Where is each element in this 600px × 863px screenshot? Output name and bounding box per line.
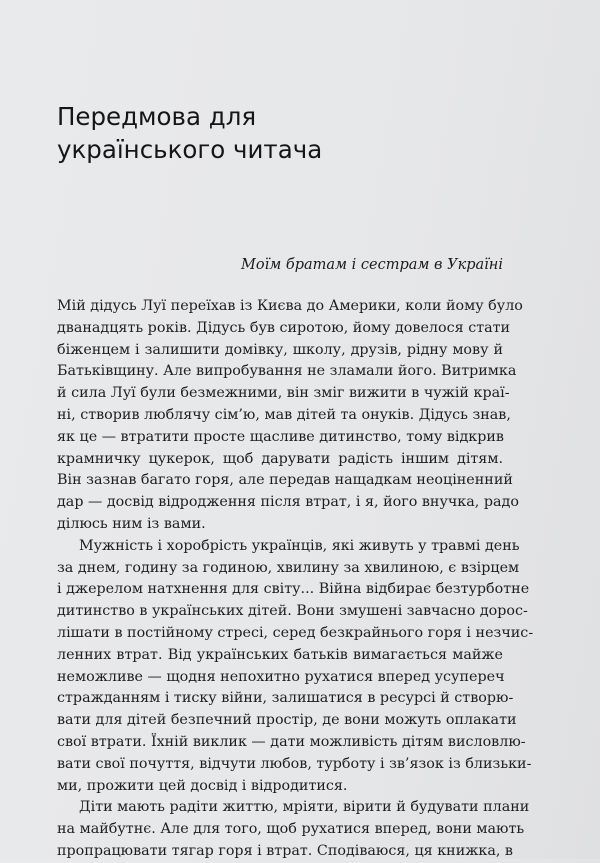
text-line: ми, прожити цей досвід і відродитися.	[57, 777, 348, 794]
text-line: і джерелом натхнення для світу... Війна відбирає безтурботне	[57, 581, 530, 598]
text-line: дванадцять років. Дідусь був сиротою, йому довелося стати	[57, 319, 511, 336]
body-text	[57, 296, 534, 863]
text-line: стражданням і тиску війни, залишатися в ресурсі й створю-	[57, 690, 514, 707]
text-line: ні, створив люблячу сім’ю, мав дітей та онуків. Дідусь знав,	[57, 406, 511, 423]
text-line: неможливе — щодня непохитно рухатися вперед усупереч	[57, 668, 505, 685]
text-line: лішати в постійному стресі, серед безкрайнього горя і незчис-	[57, 624, 534, 641]
text-line: й сила Луї були безмежними, він зміг вижити в чужій краї-	[57, 385, 510, 402]
dedication: Моїм братам і сестрам в Україні	[241, 257, 503, 273]
text-line: Мужність і хоробрість українців, які живуть у травмі день	[79, 537, 520, 554]
text-line: біженцем і залишити домівку, школу, друзів, рідну мову й	[57, 341, 503, 358]
text-line: ленних втрат. Від українських батьків вимагається майже	[57, 646, 503, 663]
text-line: Він зазнав багато горя, але передав нащадкам неоціненний	[57, 472, 513, 489]
text-line: Мій дідусь Луї переїхав із Києва до Америки, коли йому було	[57, 298, 523, 314]
chapter-title	[57, 100, 322, 166]
text-line: як це — втратити просте щасливе дитинство, тому відкрив	[57, 428, 504, 445]
title-line: українського читача	[57, 135, 323, 164]
text-line: Батьківщину. Але випробування не зламали його. Витримка	[57, 363, 517, 380]
text-line: на майбутнє. Але для того, щоб рухатися вперед, вони мають	[57, 821, 525, 838]
text-line: вати свої почуття, відчути любов, турботу і зв’язок із близьки-	[57, 755, 532, 772]
title-line: Передмова для	[57, 102, 257, 131]
text-line: пропрацювати тягар горя і втрат. Сподіваюся, ця книжка, в	[57, 842, 513, 859]
text-line: дар — досвід відродження після втрат, і я, його внучка, радо	[57, 494, 519, 511]
text-line: вати для дітей безпечний простір, де вони можуть оплакати	[57, 712, 517, 729]
text-line: Діти мають радіти життю, мріяти, вірити й будувати плани	[79, 799, 530, 816]
text-line: свої втрати. Їхній виклик — дати можливість дітям висловлю-	[57, 733, 526, 750]
text-line: крамничку цукерок, щоб дарувати радість іншим дітям.	[57, 450, 503, 467]
text-line: дитинство в українських дітей. Вони змушені завчасно дорос-	[57, 603, 528, 620]
text-line: ділюсь ним із вами.	[57, 515, 206, 532]
text-line: за днем, годину за годиною, хвилину за хвилиною, є взірцем	[57, 559, 520, 576]
